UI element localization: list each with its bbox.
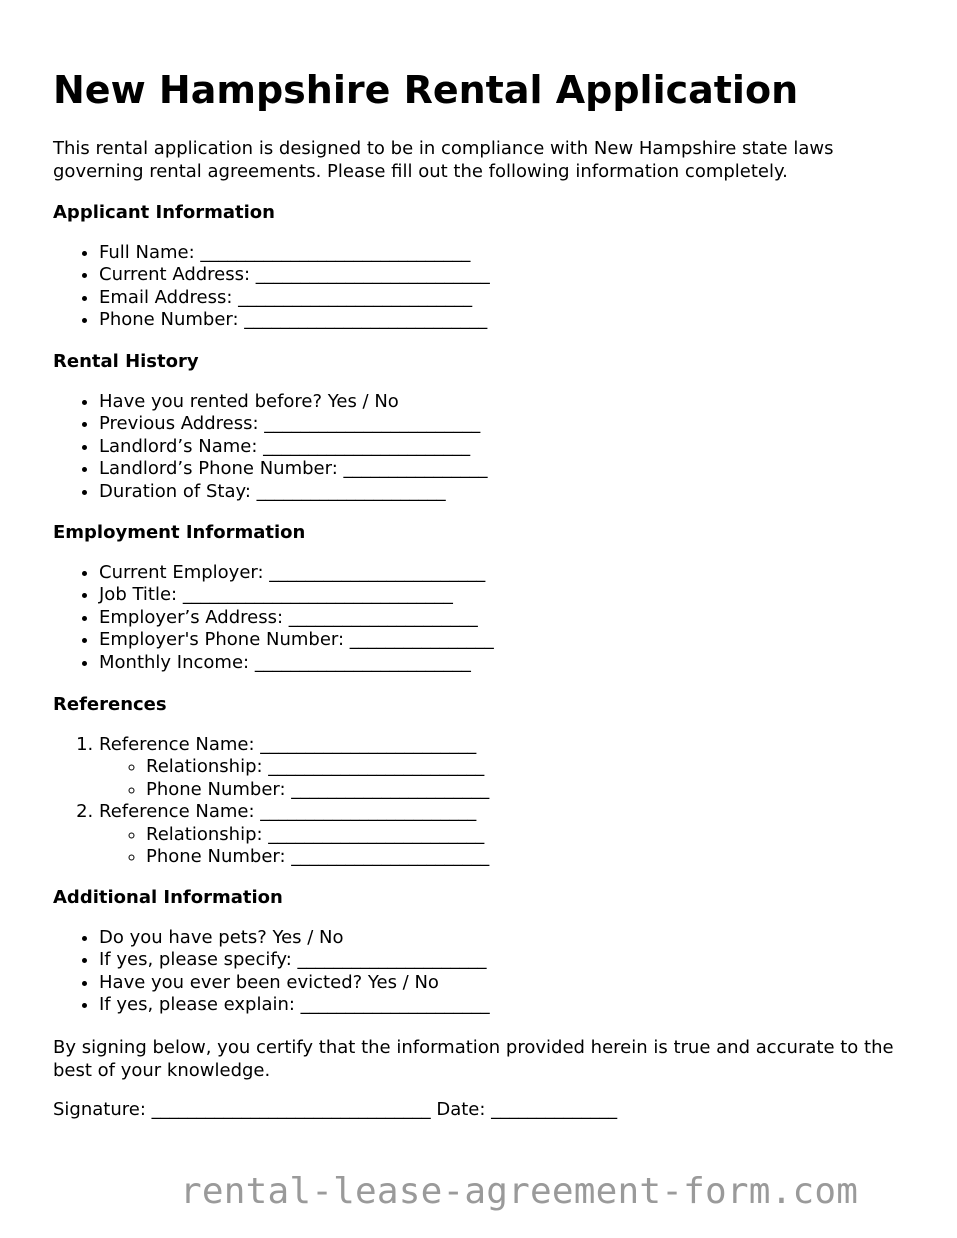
pets-question[interactable]: • Do you have pets? Yes / No	[99, 927, 913, 949]
employment-field-list	[53, 562, 913, 674]
eviction-explain-field[interactable]: • If yes, please explain: _____________________	[99, 994, 913, 1016]
section-heading-additional: Additional Information	[53, 887, 283, 908]
current-employer-field[interactable]: • Current Employer: ________________________	[99, 562, 913, 584]
landlord-name-field[interactable]: • Landlord’s Name: _______________________	[99, 436, 913, 458]
reference-item	[99, 801, 913, 868]
pets-specify-field[interactable]: • If yes, please specify: _____________________	[99, 949, 913, 971]
section-heading-rental-history: Rental History	[53, 351, 199, 372]
evicted-question[interactable]: • Have you ever been evicted? Yes / No	[99, 972, 913, 994]
reference-phone-field[interactable]: ◦ Phone Number: ______________________	[146, 846, 913, 868]
full-name-field[interactable]: • Full Name: ______________________________	[99, 242, 913, 264]
rented-before-question[interactable]: • Have you rented before? Yes / No	[99, 391, 913, 413]
rental-history-section	[53, 351, 913, 503]
duration-of-stay-field[interactable]: • Duration of Stay: _____________________	[99, 481, 913, 503]
reference-name-field[interactable]: Reference Name: ________________________	[99, 801, 477, 823]
certification-statement: By signing below, you certify that the information provided herein is true and accurate to the best of your knowledge.	[53, 1037, 894, 1081]
employer-address-field[interactable]: • Employer’s Address: _____________________	[99, 607, 913, 629]
landlord-phone-field[interactable]: • Landlord’s Phone Number: ________________	[99, 458, 913, 480]
section-heading-applicant: Applicant Information	[53, 202, 275, 223]
section-heading-references: References	[53, 694, 167, 715]
additional-information-section	[53, 887, 913, 1017]
job-title-field[interactable]: • Job Title: ______________________________	[99, 584, 913, 606]
site-watermark: rental-lease-agreement-form.com	[180, 1171, 859, 1212]
reference-phone-field[interactable]: ◦ Phone Number: ______________________	[146, 779, 913, 801]
page-title: New Hampshire Rental Application	[53, 68, 799, 112]
reference-name-field[interactable]: Reference Name: ________________________	[99, 734, 477, 755]
reference-details-list	[99, 756, 913, 801]
reference-details-list	[99, 824, 913, 869]
employer-phone-field[interactable]: • Employer's Phone Number: ________________	[99, 629, 913, 651]
current-address-field[interactable]: • Current Address: __________________________	[99, 264, 913, 286]
employment-information-section	[53, 522, 913, 674]
phone-number-field[interactable]: • Phone Number: ___________________________	[99, 309, 913, 331]
references-list	[53, 734, 913, 868]
reference-relationship-field[interactable]: ◦ Relationship: ________________________	[146, 756, 913, 778]
signature-date-line[interactable]: Signature: _______________________________ Date: ______________	[53, 1099, 618, 1120]
reference-relationship-field[interactable]: ◦ Relationship: ________________________	[146, 824, 913, 846]
intro-paragraph: This rental application is designed to be in compliance with New Hampshire state laws governing rental agreements. Please fill out the following information completely.	[53, 138, 834, 182]
references-section	[53, 694, 913, 868]
rental-history-field-list	[53, 391, 913, 503]
previous-address-field[interactable]: • Previous Address: ________________________	[99, 413, 913, 435]
monthly-income-field[interactable]: • Monthly Income: ________________________	[99, 652, 913, 674]
reference-item	[99, 734, 913, 801]
email-address-field[interactable]: • Email Address: __________________________	[99, 287, 913, 309]
additional-field-list	[53, 927, 913, 1017]
applicant-information-section	[53, 202, 913, 332]
section-heading-employment: Employment Information	[53, 522, 306, 543]
applicant-field-list	[53, 242, 913, 332]
